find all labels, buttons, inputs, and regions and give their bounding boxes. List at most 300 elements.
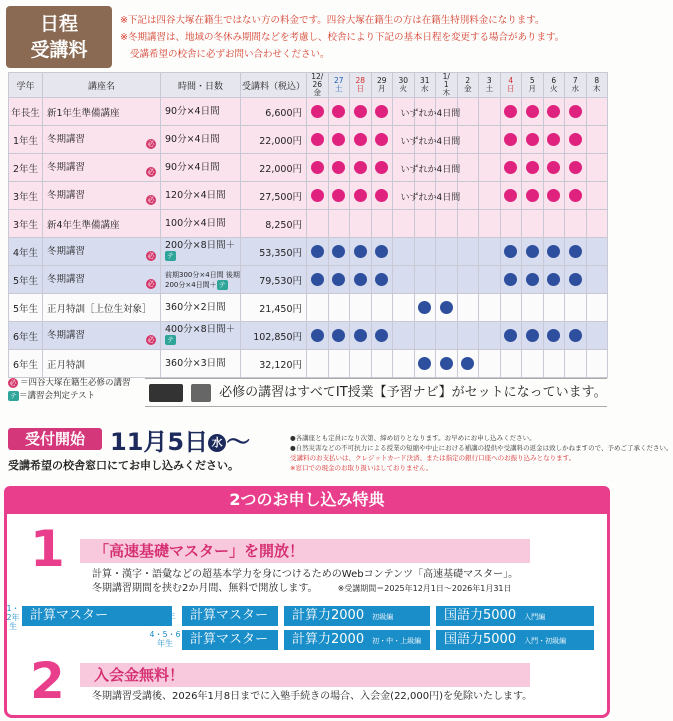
time-cell: [161, 322, 241, 350]
date-d: 26: [312, 80, 323, 89]
session-dot: [332, 189, 345, 202]
date-cell: [328, 182, 350, 210]
session-dot: [440, 357, 453, 370]
date-cell: [328, 294, 350, 322]
time-cell: [161, 238, 241, 266]
grade-label-3: 3年生: [154, 611, 176, 620]
date-w: 水: [571, 84, 579, 93]
date-cell: [457, 294, 479, 322]
benefit-1-number: 1: [30, 520, 65, 578]
table-row: [9, 350, 608, 378]
col-grade: 学年: [9, 73, 43, 98]
course-cell: [43, 182, 161, 210]
keisanryoku-3-text: 計算力2000: [292, 608, 365, 623]
time-text: 90分×4日間: [165, 105, 220, 117]
date-d: 3: [486, 76, 492, 85]
date-cell: [328, 210, 350, 238]
date-cell: [307, 294, 329, 322]
session-dot: [375, 189, 388, 202]
date-cell: [436, 294, 458, 322]
date-cell: [457, 238, 479, 266]
date-cell: [371, 154, 393, 182]
session-dot: [569, 133, 582, 146]
date-cell: [565, 266, 587, 294]
date-col-9: [500, 73, 522, 98]
kokugo-3-text: 国語力5000: [444, 608, 517, 623]
date-cell: [393, 210, 415, 238]
time-cell: [161, 350, 241, 378]
date-cell: [371, 266, 393, 294]
date-cell: [307, 238, 329, 266]
session-dot: [569, 329, 582, 342]
date-cell: [500, 210, 522, 238]
kokugo-456: [436, 630, 594, 650]
date-cell: [522, 182, 544, 210]
session-dot: [547, 161, 560, 174]
date-cell: [586, 210, 608, 238]
required-mark-icon: 必: [147, 335, 155, 344]
session-dot: [569, 105, 582, 118]
note-3: 受講希望の校舎に必ずお問い合わせください。: [130, 49, 330, 60]
course-cell: [43, 98, 161, 126]
course-cell: [43, 238, 161, 266]
date-cell: [565, 238, 587, 266]
session-dot: [375, 133, 388, 146]
date-cell: [586, 126, 608, 154]
price-cell: 27,500円: [241, 182, 307, 210]
date-cell: [500, 294, 522, 322]
session-dot: [311, 245, 324, 258]
date-cell: [307, 322, 329, 350]
date-cell: [307, 154, 329, 182]
session-dot: [332, 133, 345, 146]
date-cell: [414, 350, 436, 378]
date-cell: [565, 98, 587, 126]
date-cell: [328, 154, 350, 182]
price-cell: 53,350円: [241, 238, 307, 266]
date-cell: [350, 350, 372, 378]
date-w: 日: [507, 84, 515, 93]
date-col-6: [436, 73, 458, 98]
benefit-2-number: 2: [30, 652, 65, 710]
table-row: [9, 154, 608, 182]
date-col-2: [350, 73, 372, 98]
session-dot: [547, 245, 560, 258]
note-1: ※下記は四谷大塚在籍生ではない方の料金です。四谷大塚在籍生の方は在籍生特別料金になります。: [120, 15, 545, 26]
date-w: 水: [421, 84, 429, 93]
benefit-1-text-2: [92, 582, 602, 596]
any-days-text: いずれか4日間: [400, 137, 461, 147]
date-cell: [400, 126, 461, 154]
session-dot: [332, 273, 345, 286]
time-cell: [161, 154, 241, 182]
date-cell: [350, 154, 372, 182]
date-cell: [586, 294, 608, 322]
date-cell: [393, 322, 415, 350]
it-banner: [145, 378, 607, 407]
test-mark-icon: テ: [167, 252, 174, 261]
session-dot: [504, 133, 517, 146]
date-d: 27: [333, 76, 344, 85]
date-cell: [543, 98, 565, 126]
date-cell: [350, 126, 372, 154]
date-col-0: [307, 73, 329, 98]
date-cell: [371, 98, 393, 126]
date-w: 土: [335, 84, 343, 93]
date-col-13: [586, 73, 608, 98]
accept-tilde: 〜: [226, 428, 251, 456]
accept-weekday: 水: [208, 434, 226, 452]
date-cell: [522, 238, 544, 266]
section-title-line2: 受講料: [30, 39, 88, 61]
course-cell: [43, 350, 161, 378]
date-col-3: [371, 73, 393, 98]
date-cell: [543, 154, 565, 182]
date-cell: [328, 350, 350, 378]
date-d: 6: [551, 76, 557, 85]
date-cell: [350, 266, 372, 294]
date-d: 8: [594, 76, 600, 85]
table-header-row: [9, 73, 608, 98]
date-cell: [586, 98, 608, 126]
date-cell: [350, 294, 372, 322]
kokugo-456-level: 入門・初級編: [524, 637, 567, 645]
grade-cell: 6年生: [9, 350, 43, 378]
date-cell: [565, 126, 587, 154]
date-cell: [586, 238, 608, 266]
session-dot: [547, 133, 560, 146]
date-cell: [393, 350, 415, 378]
session-dot: [375, 161, 388, 174]
date-cell: [565, 154, 587, 182]
grade-cell: 6年生: [9, 322, 43, 350]
time-text: 90分×4日間: [165, 133, 220, 145]
date-w: 木: [442, 88, 450, 97]
date-cell: [479, 294, 501, 322]
session-dot: [332, 329, 345, 342]
date-cell: [307, 98, 329, 126]
date-cell: [500, 350, 522, 378]
course-name: 正月特訓［上位生対象］: [47, 303, 152, 315]
monitor-icon: [149, 384, 183, 402]
price-cell: 22,000円: [241, 126, 307, 154]
date-cell: [500, 266, 522, 294]
payment-note-2: ●自然災害などの不可抗力による授業の短縮や中止における補講の提供や受講料の返金は致しかねますので、予めご了承ください。: [290, 444, 673, 452]
required-mark-icon: 必: [147, 251, 155, 260]
price-cell: 21,450円: [241, 294, 307, 322]
benefit-1-period: ※受講期間＝2025年12月1日〜2026年1月31日: [337, 584, 512, 593]
course-name: 新1年生準備講座: [47, 107, 120, 119]
date-cell: [371, 294, 393, 322]
time-cell: [161, 182, 241, 210]
date-cell: [500, 98, 522, 126]
payment-note-1: ●各講座とも定員になり次第、締め切りとなります。お早めにお申し込みください。: [290, 434, 536, 442]
session-dot: [526, 161, 539, 174]
date-cell: [350, 238, 372, 266]
date-cell: [522, 154, 544, 182]
kokugo-3-level: 入門編: [524, 613, 546, 621]
date-cell: [393, 294, 415, 322]
date-d: 7: [572, 76, 578, 85]
session-dot: [504, 273, 517, 286]
session-dot: [504, 245, 517, 258]
session-dot: [504, 329, 517, 342]
date-cell: [350, 210, 372, 238]
benefit-2-heading: 入会金無料！: [80, 663, 530, 687]
date-col-10: [522, 73, 544, 98]
test-mark-icon: テ: [218, 280, 226, 289]
payment-notes: [290, 433, 673, 473]
session-dot: [354, 161, 367, 174]
any-days-text: いずれか4日間: [400, 109, 461, 119]
grade-cell: 4年生: [9, 238, 43, 266]
date-cell: [371, 350, 393, 378]
date-cell: [479, 266, 501, 294]
date-cell: [479, 182, 501, 210]
date-w: 火: [399, 84, 407, 93]
date-top: 12/: [311, 72, 324, 81]
date-cell: [543, 210, 565, 238]
legend: [8, 377, 131, 403]
date-cell: [543, 294, 565, 322]
date-cell: [457, 210, 479, 238]
section-title-box: [6, 6, 112, 68]
kokugo-3: [436, 606, 594, 626]
price-cell: 22,000円: [241, 154, 307, 182]
session-dot: [311, 189, 324, 202]
date-cell: [522, 210, 544, 238]
section-title-line1: 日程: [39, 13, 78, 35]
course-cell: [43, 126, 161, 154]
keisanryoku-456-level: 初・中・上級編: [372, 637, 422, 645]
session-dot: [504, 105, 517, 118]
date-d: 29: [376, 76, 387, 85]
date-d: 31: [419, 76, 430, 85]
price-cell: 32,120円: [241, 350, 307, 378]
any-days-text: いずれか4日間: [400, 193, 461, 203]
grade-cell: 2年生: [9, 154, 43, 182]
table-row: [9, 182, 608, 210]
date-cell: [479, 154, 501, 182]
session-dot: [354, 133, 367, 146]
keisanryoku-3-level: 初級編: [372, 613, 394, 621]
grade-label-12: 1・2年生: [6, 604, 20, 631]
date-cell: [565, 350, 587, 378]
grade-cell: 5年生: [9, 266, 43, 294]
date-cell: [457, 322, 479, 350]
grade-cell: 年長生: [9, 98, 43, 126]
table-row: [9, 126, 608, 154]
required-mark-icon: 必: [147, 279, 155, 288]
date-cell: [586, 154, 608, 182]
accept-date-text: 11月5日: [110, 428, 209, 456]
benefit-2-text: 冬期講習受講後、2026年1月8日までに入塾手続きの場合、入会金(22,000円)を免除いたします。: [92, 691, 533, 702]
date-cell: [307, 266, 329, 294]
date-cell: [565, 182, 587, 210]
session-dot: [311, 105, 324, 118]
grade-cell: 5年生: [9, 294, 43, 322]
date-w: 月: [378, 84, 386, 93]
required-mark-icon: 必: [147, 167, 155, 176]
session-dot: [311, 133, 324, 146]
date-cell: [500, 154, 522, 182]
required-mark-icon: 必: [147, 195, 155, 204]
date-cell: [586, 350, 608, 378]
payment-note-4: ※窓口での現金のお取り扱いはしておりません。: [290, 464, 433, 472]
date-cell: [457, 266, 479, 294]
course-name: 冬期講習: [47, 273, 86, 285]
table-row: [9, 266, 608, 294]
course-name: 冬期講習: [47, 329, 86, 341]
date-cell: [414, 210, 436, 238]
date-cell: [371, 322, 393, 350]
course-name: 正月特訓: [47, 359, 86, 371]
date-w: 日: [356, 84, 364, 93]
session-dot: [375, 245, 388, 258]
date-cell: [479, 210, 501, 238]
date-cell: [400, 154, 461, 182]
date-cell: [328, 266, 350, 294]
course-name: 冬期講習: [47, 161, 86, 173]
schedule-table: [8, 72, 608, 378]
date-cell: [436, 238, 458, 266]
date-cell: [479, 98, 501, 126]
session-dot: [311, 161, 324, 174]
session-dot: [332, 245, 345, 258]
session-dot: [547, 329, 560, 342]
it-banner-text: 必修の講習はすべてIT授業【予習ナビ】がセットになっています。: [219, 385, 607, 400]
time-text: 100分×4日間: [165, 217, 226, 229]
time-text: 前期300分×4日間 後期200分×4日間＋: [165, 270, 240, 289]
date-col-12: [565, 73, 587, 98]
header-notes: [120, 12, 610, 63]
legend-test-text: ＝講習会判定テスト: [19, 391, 96, 401]
date-cell: [543, 350, 565, 378]
table-row: [9, 238, 608, 266]
session-dot: [375, 329, 388, 342]
session-dot: [440, 301, 453, 314]
date-cell: [307, 210, 329, 238]
date-cell: [479, 350, 501, 378]
session-dot: [504, 161, 517, 174]
date-cell: [414, 266, 436, 294]
test-mark-icon: テ: [10, 391, 17, 400]
note-2: ※冬期講習は、地域の冬休み期間などを考慮し、校舎により下記の基本日程を変更する場合があります。: [120, 32, 565, 43]
date-cell: [522, 294, 544, 322]
course-name: 冬期講習: [47, 133, 86, 145]
session-dot: [332, 161, 345, 174]
date-cell: [543, 126, 565, 154]
date-col-4: [393, 73, 415, 98]
session-dot: [354, 105, 367, 118]
table-row: [9, 294, 608, 322]
test-mark-icon: テ: [167, 336, 174, 345]
session-dot: [354, 189, 367, 202]
date-cell: [586, 182, 608, 210]
any-days-text: いずれか4日間: [400, 165, 461, 175]
session-dot: [311, 273, 324, 286]
date-cell: [586, 322, 608, 350]
table-row: [9, 98, 608, 126]
date-cell: [522, 350, 544, 378]
date-cell: [500, 322, 522, 350]
date-cell: [522, 98, 544, 126]
date-cell: [350, 182, 372, 210]
date-col-8: [479, 73, 501, 98]
date-w: 火: [550, 84, 558, 93]
date-cell: [436, 350, 458, 378]
benefit-1-text-2a: 冬期講習期間を挟む2か月間、無料で開放します。: [92, 583, 318, 594]
session-dot: [547, 273, 560, 286]
date-cell: [500, 238, 522, 266]
benefit-1-text-1: 計算・漢字・語彙などの超基本学力を身につけるためのWebコンテンツ「高速基礎マスター」。: [92, 569, 519, 580]
session-dot: [504, 189, 517, 202]
grade-cell: 3年生: [9, 210, 43, 238]
date-cell: [307, 350, 329, 378]
accept-date: [110, 422, 250, 457]
date-d: 5: [529, 76, 535, 85]
date-d: 2: [465, 76, 471, 85]
session-dot: [526, 273, 539, 286]
course-cell: [43, 266, 161, 294]
keisanryoku-456-text: 計算力2000: [292, 632, 365, 647]
table-body: [9, 98, 608, 378]
date-cell: [393, 266, 415, 294]
price-cell: 79,530円: [241, 266, 307, 294]
session-dot: [569, 161, 582, 174]
date-cell: [522, 322, 544, 350]
time-cell: [161, 126, 241, 154]
session-dot: [332, 105, 345, 118]
col-course: 講座名: [43, 73, 161, 98]
session-dot: [354, 329, 367, 342]
legend-test: [8, 390, 131, 403]
time-text: 360分×3日間: [165, 357, 226, 369]
date-cell: [371, 182, 393, 210]
course-name: 冬期講習: [47, 189, 86, 201]
date-cell: [565, 210, 587, 238]
date-cell: [436, 210, 458, 238]
session-dot: [569, 273, 582, 286]
kokugo-456-text: 国語力5000: [444, 632, 517, 647]
session-dot: [526, 133, 539, 146]
grade-cell: 1年生: [9, 126, 43, 154]
course-name: 新4年生準備講座: [47, 219, 120, 231]
date-cell: [350, 322, 372, 350]
session-dot: [526, 105, 539, 118]
date-cell: [479, 126, 501, 154]
col-price: 受講料（税込）: [241, 73, 307, 98]
price-cell: 102,850円: [241, 322, 307, 350]
date-cell: [457, 350, 479, 378]
time-cell: [161, 266, 241, 294]
date-d: 30: [398, 76, 409, 85]
tablet-icon: [191, 384, 211, 402]
date-cell: [393, 238, 415, 266]
legend-hiss-text: ＝四谷大塚在籍生必修の講習: [20, 378, 131, 388]
session-dot: [354, 273, 367, 286]
time-text: 400分×8日間＋: [165, 324, 236, 336]
accept-note: 受講希望の校舎窓口にてお申し込みください。: [8, 459, 239, 472]
legend-hiss: [8, 377, 131, 390]
payment-note-3: 受講料のお支払いは、クレジットカード決済、または指定の銀行口座へのお振り込みとなります。: [290, 454, 576, 462]
date-w: 金: [464, 84, 472, 93]
date-cell: [328, 98, 350, 126]
date-cell: [307, 126, 329, 154]
date-cell: [522, 266, 544, 294]
benefit-1-text: [92, 568, 602, 596]
price-cell: 8,250円: [241, 210, 307, 238]
